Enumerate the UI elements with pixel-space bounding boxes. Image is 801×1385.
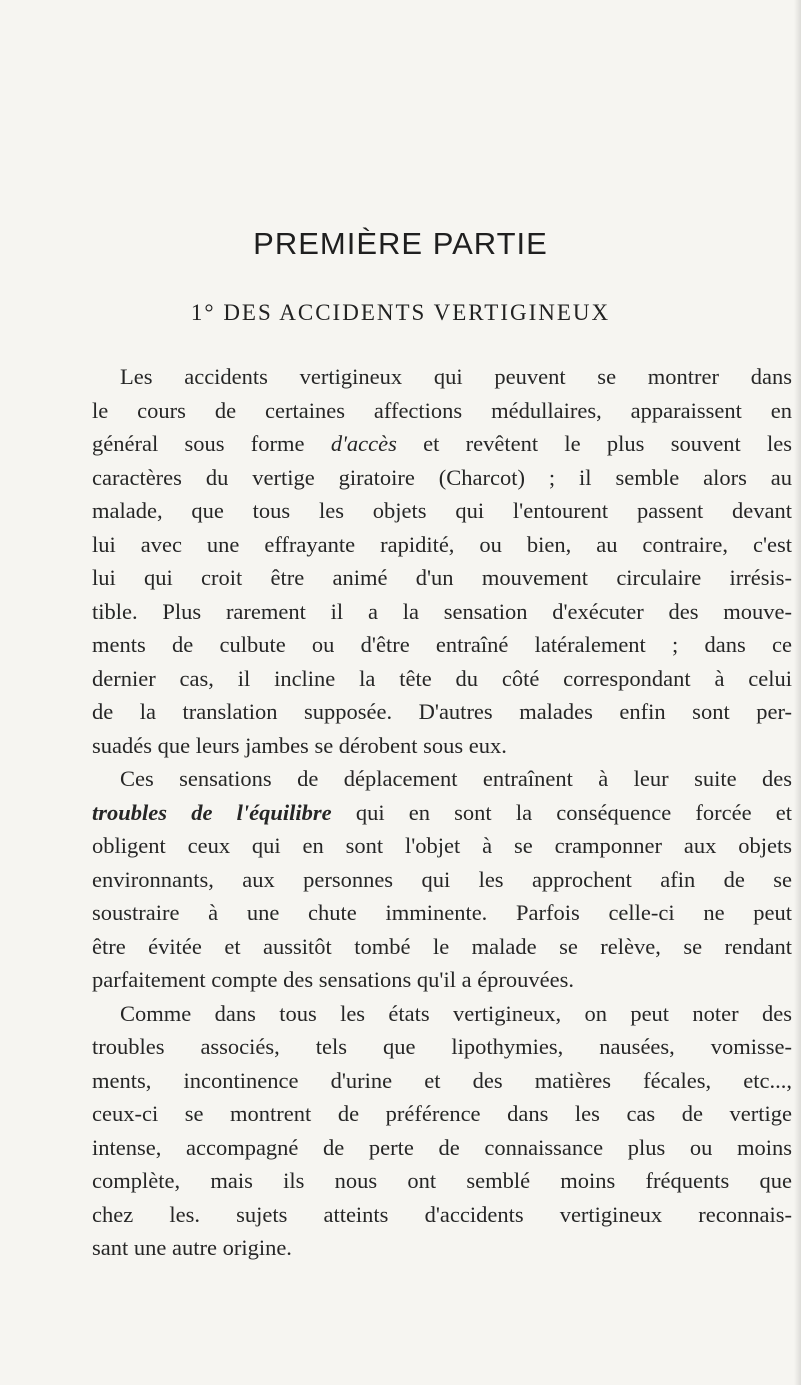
- body-text: [92, 360, 792, 1265]
- paragraph-2: [92, 762, 792, 997]
- page-edge-shadow: [794, 0, 801, 1385]
- text-line: ments de culbute ou d'être entraîné latéralement ; dans ce: [92, 632, 792, 657]
- text-line: intense, accompagné de perte de connaissance plus ou moins: [92, 1134, 792, 1160]
- text-line: lui avec une effrayante rapidité, ou bien, au contraire, c'est: [92, 531, 792, 557]
- text-span: et revêtent le plus souvent les: [423, 431, 792, 456]
- text-line: tible. Plus rarement il a la sensation d'exécuter des mouve-: [92, 598, 792, 624]
- text-line: ceux-ci se montrent de préférence dans les cas de vertige: [92, 1101, 792, 1126]
- paragraph-3: [92, 997, 792, 1265]
- text-line: Ces sensations de déplacement entraînent à leur suite des: [120, 766, 792, 791]
- text-span: général sous forme: [92, 431, 305, 456]
- text-line: Les accidents vertigineux qui peuvent se montrer dans: [120, 364, 792, 389]
- text-line: ments, incontinence d'urine et des matières fécales, etc...,: [92, 1067, 792, 1093]
- text-line: Comme dans tous les états vertigineux, on peut noter des: [120, 1000, 792, 1026]
- text-line: complète, mais ils nous ont semblé moins fréquents que: [92, 1168, 792, 1193]
- italic-term: troubles de l'équilibre: [92, 799, 332, 825]
- text-line: suadés que leurs jambes se dérobent sous eux.: [92, 732, 507, 758]
- text-line: dernier cas, il incline la tête du côté correspondant à celui: [92, 665, 792, 691]
- text-line: chez les. sujets atteints d'accidents vertigineux reconnais-: [92, 1201, 792, 1227]
- part-title: PREMIÈRE PARTIE: [253, 226, 548, 261]
- section-title: 1° DES ACCIDENTS VERTIGINEUX: [190, 300, 611, 325]
- text-line: environnants, aux personnes qui les approchent afin de se: [92, 866, 792, 892]
- text-line: obligent ceux qui en sont l'objet à se cramponner aux objets: [92, 833, 792, 858]
- text-span: qui en sont la conséquence forcée et: [355, 799, 793, 825]
- text-line: parfaitement compte des sensations qu'il a éprouvées.: [92, 967, 575, 992]
- text-line: caractères du vertige giratoire (Charcot) ; il semble alors au: [92, 464, 792, 490]
- text-line: troubles associés, tels que lipothymies, nausées, vomisse-: [92, 1034, 792, 1059]
- italic-term: d'accès: [330, 431, 397, 456]
- text-line: lui qui croit être animé d'un mouvement circulaire irrésis-: [92, 565, 792, 590]
- text-line: sant une autre origine.: [92, 1235, 292, 1260]
- text-line: malade, que tous les objets qui l'entourent passent devant: [92, 498, 792, 523]
- text-line: de la translation supposée. D'autres malades enfin sont per-: [92, 699, 792, 724]
- text-line: être évitée et aussitôt tombé le malade se relève, se rendant: [92, 933, 792, 959]
- text-line: [92, 796, 792, 830]
- text-line: soustraire à une chute imminente. Parfois celle-ci ne peut: [92, 900, 792, 925]
- paragraph-1: [92, 360, 792, 762]
- text-line: le cours de certaines affections médullaires, apparaissent en: [92, 397, 792, 423]
- text-line: [92, 427, 792, 461]
